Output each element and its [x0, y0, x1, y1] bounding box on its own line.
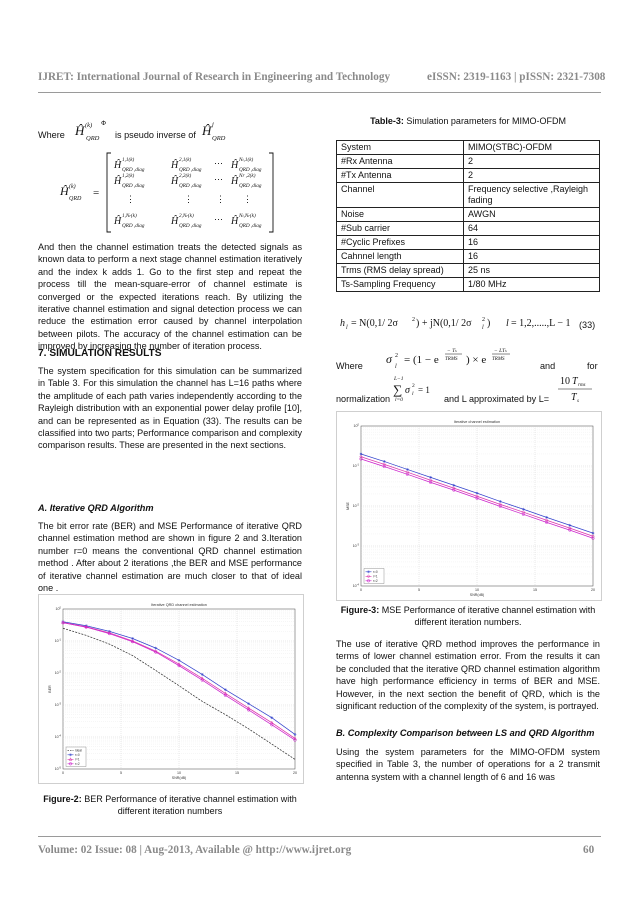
- svg-text:Nt,Nr(k): Nt,Nr(k): [239, 213, 256, 219]
- svg-text:Ĥ: Ĥ: [114, 160, 122, 171]
- table-cell-parameter: Trms (RMS delay spread): [337, 264, 464, 278]
- svg-text:⋯: ⋯: [214, 158, 223, 168]
- table-cell-value: MIMO(STBC)-OFDM: [464, 141, 600, 155]
- svg-text:Ĥ: Ĥ: [60, 184, 69, 198]
- superscript-j: j: [212, 121, 214, 128]
- and-label: and: [540, 361, 556, 371]
- paragraph-qrd-improvement: The use of iterative QRD method improves the performance in terms of lower channel estimation error. From the results it can be concluded that the iterative QRD channel estimation algorithm have high performance efficiency in terms of BER and MSE. However, in the next section the benefit of QRD, which is the significant reduction of the complexity of the system, is portrayed.: [336, 639, 600, 712]
- svg-text:− LTs: − LTs: [494, 348, 507, 354]
- table-cell-parameter: #Tx Antenna: [337, 169, 464, 183]
- tick-label-x: 10: [177, 771, 181, 775]
- tick-label-y: $10^{-4}$: [352, 583, 359, 589]
- tick-label-y: $10^{-2}$: [54, 670, 61, 676]
- svg-text:l: l: [482, 325, 484, 331]
- svg-text:2: 2: [395, 353, 398, 359]
- issn: eISSN: 2319-1163 | pISSN: 2321-7308: [427, 71, 606, 83]
- svg-text:l: l: [412, 391, 414, 397]
- paragraph-complexity-comparison: Using the system parameters for the MIMO-OFDM system specified in Table 3, the number of operations for a 2 transmit antenna system with a channel length of 6 and 16 was: [336, 747, 600, 782]
- table-row: [337, 222, 600, 236]
- tick-label-y: $10^0$: [353, 423, 359, 429]
- data-point: [69, 753, 72, 756]
- figure-3-mse-chart: [337, 412, 601, 600]
- svg-text:Nt,1(k): Nt,1(k): [239, 157, 254, 163]
- svg-text:= N(0,1/ 2σ: = N(0,1/ 2σ: [351, 318, 398, 329]
- table-cell-parameter: Noise: [337, 208, 464, 222]
- where-label: Where: [38, 130, 65, 140]
- legend-entry: r=2: [373, 579, 378, 583]
- table-cell-value: Frequency selective ,Rayleigh fading: [464, 183, 600, 208]
- svg-text:⋯: ⋯: [214, 174, 223, 184]
- svg-text:σ: σ: [405, 385, 410, 396]
- l-fraction: [552, 372, 602, 406]
- svg-text:Ĥ: Ĥ: [114, 216, 122, 227]
- tick-label-y: $10^{-1}$: [54, 638, 61, 644]
- tick-label-y: $10^{-1}$: [352, 463, 359, 469]
- table-cell-parameter: #Cyclic Prefixes: [337, 236, 464, 250]
- svg-text:1,1(k): 1,1(k): [122, 157, 135, 163]
- h-hat-symbol-2: Ĥ: [202, 123, 212, 138]
- svg-text:1,Nr(k): 1,Nr(k): [122, 213, 137, 219]
- legend-entry: r=0: [75, 753, 80, 757]
- table-row: [337, 250, 600, 264]
- svg-text:Ĥ: Ĥ: [171, 216, 179, 227]
- subscript-qrd-2: QRD: [212, 135, 226, 142]
- table-row: [337, 169, 600, 183]
- svg-text:QRD ,diag: QRD ,diag: [122, 183, 145, 189]
- journal-title: IJRET: International Journal of Research in Engineering and Technology: [38, 71, 391, 83]
- svg-text:TRMS: TRMS: [445, 357, 458, 362]
- svg-text:⋮: ⋮: [126, 194, 135, 204]
- tick-label-x: 0: [360, 588, 362, 592]
- table-cell-value: 2: [464, 155, 600, 169]
- svg-text:∑: ∑: [393, 382, 403, 397]
- table-row: [337, 141, 600, 155]
- subsection-heading-iterative-qrd: A. Iterative QRD Algorithm: [38, 503, 154, 513]
- tick-label-y: $10^{-5}$: [54, 766, 61, 772]
- table-cell-parameter: Ts-Sampling Frequency: [337, 278, 464, 292]
- h-hat-symbol: Ĥ: [75, 123, 85, 138]
- figure-3-caption-text: MSE Performance of iterative channel estimation with different iteration numbers.: [379, 605, 596, 627]
- svg-text:⋮: ⋮: [184, 194, 193, 204]
- table-row: [337, 183, 600, 208]
- svg-text:QRD ,diag: QRD ,diag: [122, 167, 145, 173]
- table-row: [337, 264, 600, 278]
- table-3-title-text: Simulation parameters for MIMO-OFDM: [403, 116, 566, 126]
- data-point: [367, 570, 370, 573]
- x-axis-label: SNR(dB): [171, 776, 187, 780]
- page-number: 60: [583, 844, 595, 856]
- tick-label-x: 10: [475, 588, 479, 592]
- data-point: [545, 516, 548, 519]
- figure-2-ber-chart: [39, 595, 303, 783]
- matrix-equation: [38, 150, 298, 235]
- data-point: [499, 500, 502, 503]
- table-cell-value: 16: [464, 250, 600, 264]
- table-row: [337, 208, 600, 222]
- data-point: [429, 476, 432, 479]
- table-cell-parameter: #Rx Antenna: [337, 155, 464, 169]
- svg-text:Ĥ: Ĥ: [114, 176, 122, 187]
- tick-label-x: 20: [293, 771, 297, 775]
- svg-text:2,Nr(k): 2,Nr(k): [179, 213, 194, 219]
- svg-text:T: T: [571, 392, 577, 403]
- svg-text:(k): (k): [69, 184, 76, 190]
- figure-2-container: [38, 594, 304, 784]
- chart-title: Iterative channel estimation: [453, 420, 501, 424]
- svg-text:QRD ,diag: QRD ,diag: [122, 223, 145, 229]
- y-axis-label: MSE: [346, 502, 350, 510]
- tick-label-y: $10^{-4}$: [54, 734, 61, 740]
- superscript-k: (k): [85, 122, 93, 129]
- tick-label-y: $10^{-2}$: [352, 503, 359, 509]
- svg-text:l: l: [395, 364, 397, 370]
- tick-label-x: 15: [235, 771, 239, 775]
- figure-3-caption: [336, 605, 600, 628]
- svg-text:2: 2: [482, 317, 485, 323]
- tick-label-x: 20: [591, 588, 595, 592]
- svg-text:Ĥ: Ĥ: [171, 160, 179, 171]
- tick-label-x: 15: [533, 588, 537, 592]
- data-point: [592, 532, 595, 535]
- data-point: [383, 460, 386, 463]
- svg-text:⋮: ⋮: [243, 194, 252, 204]
- subscript-qrd: QRD: [86, 135, 100, 142]
- where-label-2: Where: [336, 361, 363, 371]
- paragraph-iterative-estimation: And then the channel estimation treats the detected signals as known data to perform a next stage channel estimation iteratively and the index k adds 1. Go to the first step and repeat the process till the mean-square-error of channel estimate is converged or the expected iterations reach. By utilizing the iterative channel estimation and signal detection process we can reduce the estimation error caused by channel interpolation between pilots. The accuracy of the channel estimation can be improved by increasing the number of iteration process.: [38, 242, 302, 352]
- pseudo-inverse-line: [38, 115, 228, 145]
- svg-text:1,2(k): 1,2(k): [122, 173, 135, 179]
- data-point: [201, 673, 204, 676]
- svg-text:⋮: ⋮: [216, 194, 225, 204]
- data-point: [568, 524, 571, 527]
- legend-entry: Ideal: [75, 748, 82, 753]
- simulation-parameters-table: [336, 140, 600, 292]
- svg-text:s: s: [577, 399, 579, 404]
- footer-rule: [38, 836, 601, 837]
- tick-label-x: 5: [120, 771, 122, 775]
- dagger-symbol: Φ: [101, 119, 107, 127]
- svg-text:2: 2: [412, 317, 415, 323]
- svg-text:= (1 − e: = (1 − e: [404, 354, 439, 366]
- sum-equation: [392, 373, 432, 405]
- svg-text:) × e: ) × e: [466, 354, 487, 366]
- x-axis-label: SNR(dB): [469, 593, 485, 597]
- legend-entry: r=1: [75, 757, 80, 762]
- tick-label-y: $10^{-3}$: [54, 702, 61, 708]
- svg-text:2,2(k): 2,2(k): [179, 173, 192, 179]
- svg-text:rms: rms: [578, 383, 586, 388]
- svg-text:L−1: L−1: [394, 376, 404, 382]
- svg-text:): ): [487, 318, 491, 329]
- figure-3-container: [336, 411, 602, 601]
- table-row: [337, 236, 600, 250]
- svg-text:= 1: = 1: [418, 385, 430, 395]
- svg-text:l=0: l=0: [395, 397, 403, 403]
- header-rule: [38, 92, 601, 93]
- tick-label-x: 5: [418, 588, 420, 592]
- svg-text:QRD ,diag: QRD ,diag: [239, 223, 262, 229]
- tick-label-x: 0: [62, 771, 64, 775]
- svg-text:Nr ,2(k): Nr ,2(k): [239, 173, 256, 179]
- tick-label-y: $10^0$: [55, 606, 61, 612]
- svg-text:l: l: [346, 325, 348, 331]
- svg-text:QRD ,diag: QRD ,diag: [239, 167, 262, 173]
- table-cell-parameter: Cahnnel length: [337, 250, 464, 264]
- svg-text:l: l: [506, 318, 509, 329]
- svg-text:QRD ,diag: QRD ,diag: [179, 167, 202, 173]
- y-axis-label: BER: [48, 685, 52, 693]
- for-label: for: [587, 361, 598, 371]
- table-cell-value: 2: [464, 169, 600, 183]
- pseudo-inverse-text: is pseudo inverse of: [115, 130, 196, 140]
- table-cell-value: AWGN: [464, 208, 600, 222]
- footer-volume: Volume: 02 Issue: 08 | Aug-2013, Available @ http://www.ijret.org: [38, 844, 352, 856]
- svg-text:) + jN(0,1/ 2σ: ) + jN(0,1/ 2σ: [416, 318, 472, 329]
- table-3-title-label: Table-3:: [370, 116, 404, 126]
- data-point: [522, 508, 525, 511]
- data-point: [178, 659, 181, 662]
- chart-title: Iterative QRD channel estimation: [151, 603, 207, 607]
- table-cell-value: 64: [464, 222, 600, 236]
- legend-entry: r=1: [373, 574, 378, 579]
- tick-label-y: $10^{-3}$: [352, 543, 359, 549]
- svg-text:Ĥ: Ĥ: [231, 160, 239, 171]
- data-point: [224, 688, 227, 691]
- svg-text:Ĥ: Ĥ: [171, 176, 179, 187]
- table-cell-value: 16: [464, 236, 600, 250]
- table-row: [337, 155, 600, 169]
- figure-2-caption-text: BER Performance of iterative channel estimation with different iteration numbers: [81, 794, 297, 816]
- svg-text:QRD ,diag: QRD ,diag: [239, 183, 262, 189]
- svg-text:QRD ,diag: QRD ,diag: [179, 183, 202, 189]
- svg-text:Ĥ: Ĥ: [231, 176, 239, 187]
- paragraph-system-specification: The system specification for this simulation can be summarized in Table 3. For this simulation the channel has L=16 paths where the amplitude of each path varies independently according to the Rayleigh distribution with an exponential power delay profile [10], and can be represented as in Equation (33). The results can be classified into two parts; Performance comparison and complexity comparison results. These are presented in the next sections.: [38, 366, 302, 451]
- section-heading-simulation-results: 7. SIMULATION RESULTS: [38, 348, 162, 359]
- table-row: [337, 278, 600, 292]
- data-point: [154, 647, 157, 650]
- table-cell-parameter: Channel: [337, 183, 464, 208]
- svg-text:=: =: [93, 187, 100, 199]
- svg-text:σ: σ: [386, 352, 392, 366]
- subsection-heading-complexity: B. Complexity Comparison between LS and QRD Algorithm: [336, 728, 595, 738]
- svg-text:Ĥ: Ĥ: [231, 216, 239, 227]
- figure-3-caption-label: Figure-3:: [340, 605, 380, 615]
- data-point: [247, 702, 250, 705]
- normalization-label: normalization: [336, 394, 391, 404]
- table-cell-parameter: System: [337, 141, 464, 155]
- svg-text:h: h: [340, 318, 345, 329]
- svg-text:QRD: QRD: [69, 196, 82, 202]
- data-point: [294, 733, 297, 736]
- equation-33-number: (33): [579, 320, 596, 330]
- table-cell-value: 25 ns: [464, 264, 600, 278]
- svg-text:− Ts: − Ts: [447, 348, 457, 354]
- svg-text:⋯: ⋯: [214, 214, 223, 224]
- figure-2-caption: [38, 794, 302, 817]
- svg-text:QRD ,diag: QRD ,diag: [179, 223, 202, 229]
- data-point: [270, 716, 273, 719]
- svg-text:= 1,2,.....,L − 1: = 1,2,.....,L − 1: [511, 318, 571, 329]
- svg-text:2: 2: [412, 383, 415, 389]
- legend-entry: r=0: [373, 570, 378, 574]
- equation-33: [336, 309, 602, 339]
- figure-2-caption-label: Figure-2:: [43, 794, 82, 804]
- legend-entry: r=2: [75, 762, 80, 766]
- l-approximation-text: and L approximated by L=: [444, 394, 550, 404]
- table-cell-value: 1/80 MHz: [464, 278, 600, 292]
- paragraph-ber-mse-performance: The bit error rate (BER) and MSE Performance of iterative QRD channel estimation method are shown in figure 2 and 3.Iteration number r=0 means the conventional QRD channel estimation method . After about 2 iterations ,the BER and MSE performance of iterative channel estimation are much closer to that of ideal one .: [38, 521, 302, 594]
- data-point: [452, 484, 455, 487]
- svg-text:2,1(k): 2,1(k): [179, 157, 192, 163]
- svg-text:10: 10: [560, 376, 570, 387]
- table-cell-parameter: #Sub carrier: [337, 222, 464, 236]
- data-point: [476, 492, 479, 495]
- table-3-title: [336, 116, 600, 128]
- svg-text:TRMS: TRMS: [492, 357, 505, 362]
- svg-text:T: T: [572, 376, 578, 387]
